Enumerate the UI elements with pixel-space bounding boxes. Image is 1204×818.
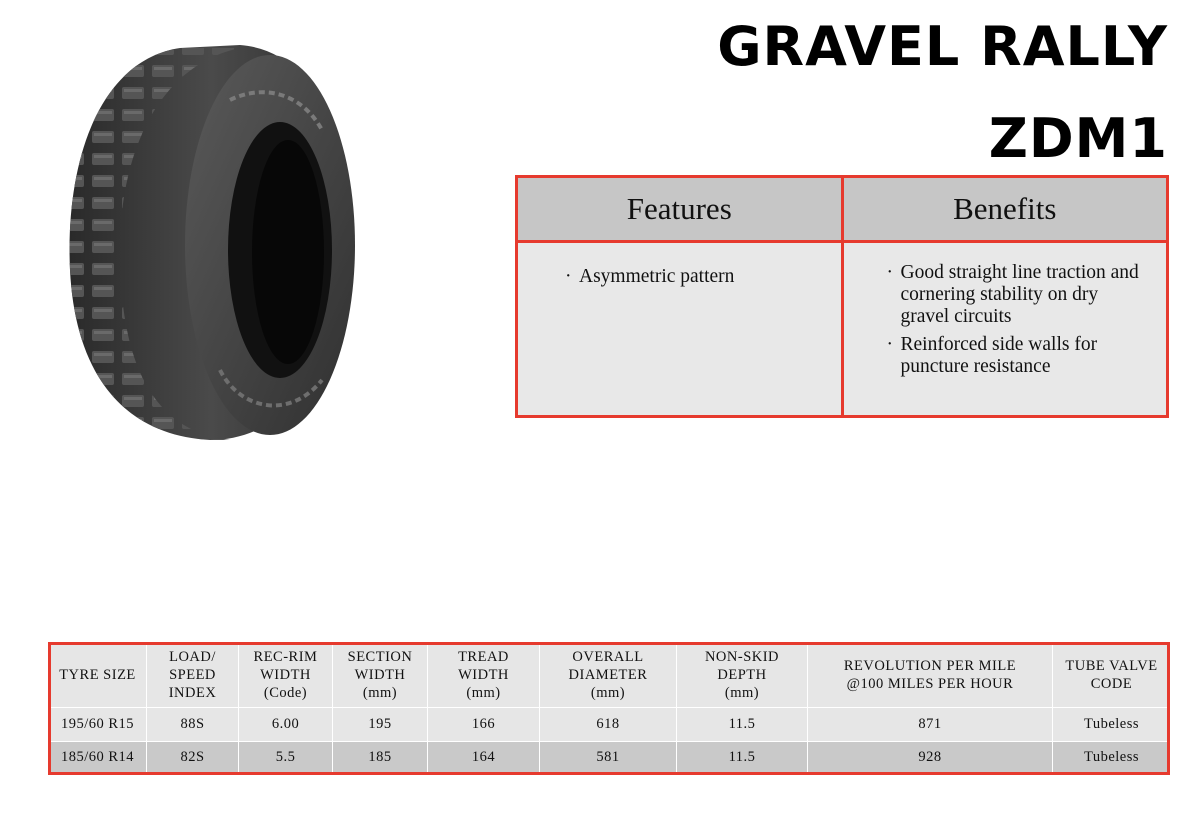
benefits-header: Benefits [842, 177, 1168, 242]
cell-tyre-size: 185/60 R14 [49, 741, 147, 775]
table-row [49, 741, 1171, 775]
cell-non-skid-depth: 11.5 [677, 741, 808, 775]
table-row [49, 708, 1171, 742]
features-benefits-table [515, 175, 1169, 418]
header-tube-valve-code: TUBE VALVE CODE [1053, 643, 1171, 708]
tyre-image [60, 40, 360, 445]
cell-load-speed-index: 82S [147, 741, 239, 775]
cell-overall-diameter: 618 [540, 708, 677, 742]
header-tread-width: TREAD WIDTH (mm) [428, 643, 540, 708]
feature-item: · Asymmetric pattern [565, 266, 840, 288]
cell-rec-rim-width: 6.00 [239, 708, 333, 742]
benefit-item: · Reinforced side walls for puncture resistance [887, 334, 1141, 378]
cell-revolution-per-mile: 928 [808, 741, 1053, 775]
product-model: ZDM1 [988, 107, 1168, 170]
cell-overall-diameter: 581 [540, 741, 677, 775]
header-revolution-per-mile: REVOLUTION PER MILE @100 MILES PER HOUR [808, 643, 1053, 708]
header-section-width: SECTION WIDTH (mm) [333, 643, 428, 708]
spec-table [48, 642, 1171, 775]
cell-tube-valve-code: Tubeless [1053, 708, 1171, 742]
header-non-skid-depth: NON-SKID DEPTH (mm) [677, 643, 808, 708]
spec-header-row [49, 643, 1171, 708]
cell-revolution-per-mile: 871 [808, 708, 1053, 742]
header-overall-diameter: OVERALL DIAMETER (mm) [540, 643, 677, 708]
features-list [519, 244, 840, 288]
cell-load-speed-index: 88S [147, 708, 239, 742]
product-title: GRAVEL RALLY [717, 15, 1168, 78]
header-tyre-size: TYRE SIZE [49, 643, 147, 708]
benefits-cell [842, 242, 1168, 417]
cell-rec-rim-width: 5.5 [239, 741, 333, 775]
cell-tyre-size: 195/60 R15 [49, 708, 147, 742]
header-rec-rim-width: REC-RIM WIDTH (Code) [239, 643, 333, 708]
cell-non-skid-depth: 11.5 [677, 708, 808, 742]
cell-tread-width: 166 [428, 708, 540, 742]
benefit-item: · Good straight line traction and cornering stability on dry gravel circuits [887, 262, 1141, 328]
cell-tread-width: 164 [428, 741, 540, 775]
header-load-speed-index: LOAD/ SPEED INDEX [147, 643, 239, 708]
features-cell [517, 242, 843, 417]
features-header: Features [517, 177, 843, 242]
cell-section-width: 195 [333, 708, 428, 742]
cell-section-width: 185 [333, 741, 428, 775]
benefits-list [845, 244, 1166, 378]
cell-tube-valve-code: Tubeless [1053, 741, 1171, 775]
